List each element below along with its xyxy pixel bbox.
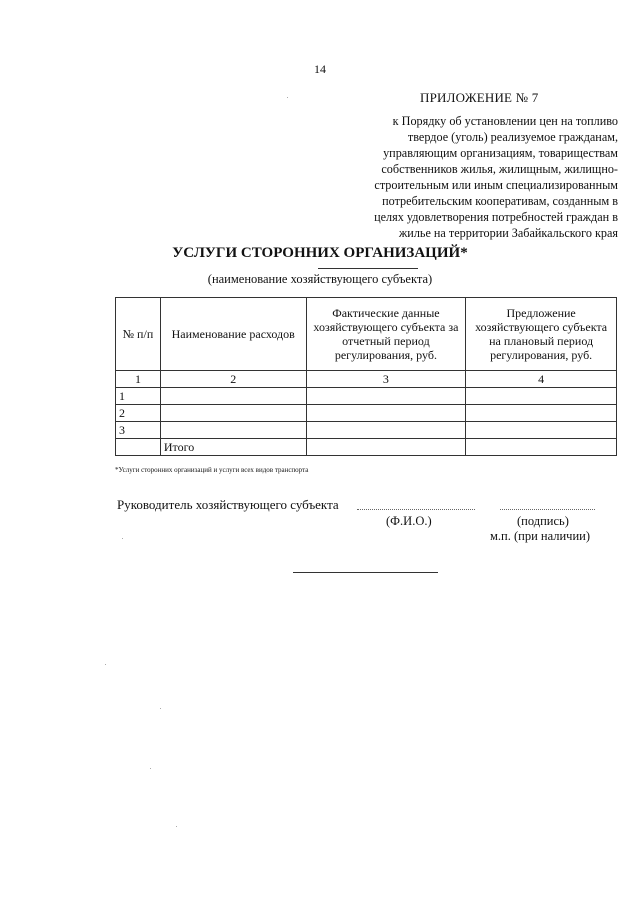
cell-expense-name	[160, 422, 306, 439]
row-number	[116, 439, 161, 456]
table-header-row	[116, 298, 617, 371]
header-number: № п/п	[116, 298, 161, 371]
table-total-row	[116, 439, 617, 456]
cell-expense-name	[160, 388, 306, 405]
appendix-line: к Порядку об установлении цен на топливо	[392, 114, 618, 128]
column-number: 3	[306, 371, 466, 388]
signer-label: Руководитель хозяйствующего субъекта	[117, 497, 339, 512]
appendix-line: твердое (уголь) реализуемое гражданам,	[407, 130, 618, 144]
column-number: 2	[160, 371, 306, 388]
appendix-title: ПРИЛОЖЕНИЕ № 7	[420, 90, 539, 105]
appendix-line: строительным или иным специализированным	[374, 178, 618, 192]
org-name-caption: (наименование хозяйствующего субъекта)	[207, 272, 433, 286]
appendix-line: потребительским кооперативам, созданным в	[382, 194, 618, 208]
cell-proposal	[466, 388, 617, 405]
end-rule	[293, 572, 438, 573]
appendix-line: собственников жилья, жилищным, жилищно-	[381, 162, 618, 176]
appendix-description	[330, 113, 618, 241]
services-table	[115, 297, 617, 456]
cell-proposal	[466, 422, 617, 439]
column-number: 1	[116, 371, 161, 388]
appendix-line: управляющим организациям, товариществам	[383, 146, 618, 160]
row-number: 1	[116, 388, 161, 405]
column-number-row	[116, 371, 617, 388]
cell-actual	[306, 439, 466, 456]
scan-speck	[287, 97, 288, 98]
table-row	[116, 388, 617, 405]
appendix-line: жилье на территории Забайкальского края	[398, 226, 618, 240]
row-number: 3	[116, 422, 161, 439]
header-expense-name: Наименование расходов	[160, 298, 306, 371]
footnote: *Услуги сторонних организаций и услуги всех видов транспорта	[115, 466, 309, 474]
scan-speck	[176, 826, 177, 827]
table-row	[116, 405, 617, 422]
fio-line	[357, 509, 475, 510]
header-actual-data: Фактические данные хозяйствующего субъекта за отчетный период регулирования, руб.	[306, 298, 466, 371]
stamp-caption: м.п. (при наличии)	[490, 529, 590, 543]
header-proposal: Предложение хозяйствующего субъекта на плановый период регулирования, руб.	[466, 298, 617, 371]
document-title: УСЛУГИ СТОРОННИХ ОРГАНИЗАЦИЙ*	[172, 245, 468, 261]
table-row	[116, 422, 617, 439]
cell-actual	[306, 422, 466, 439]
fio-caption: (Ф.И.О.)	[386, 514, 432, 528]
page-number: 14	[314, 62, 326, 76]
cell-actual	[306, 388, 466, 405]
cell-expense-name: Итого	[160, 439, 306, 456]
scan-speck	[160, 708, 161, 709]
column-number: 4	[466, 371, 617, 388]
signature-line	[500, 509, 595, 510]
cell-proposal	[466, 405, 617, 422]
cell-proposal	[466, 439, 617, 456]
scan-speck	[150, 768, 151, 769]
row-number: 2	[116, 405, 161, 422]
scan-speck	[105, 664, 106, 665]
appendix-line: целях удовлетворения потребностей граждан в	[374, 210, 618, 224]
cell-expense-name	[160, 405, 306, 422]
scan-speck	[122, 538, 123, 539]
signature-caption: (подпись)	[517, 514, 569, 528]
org-name-underline	[318, 268, 418, 269]
cell-actual	[306, 405, 466, 422]
